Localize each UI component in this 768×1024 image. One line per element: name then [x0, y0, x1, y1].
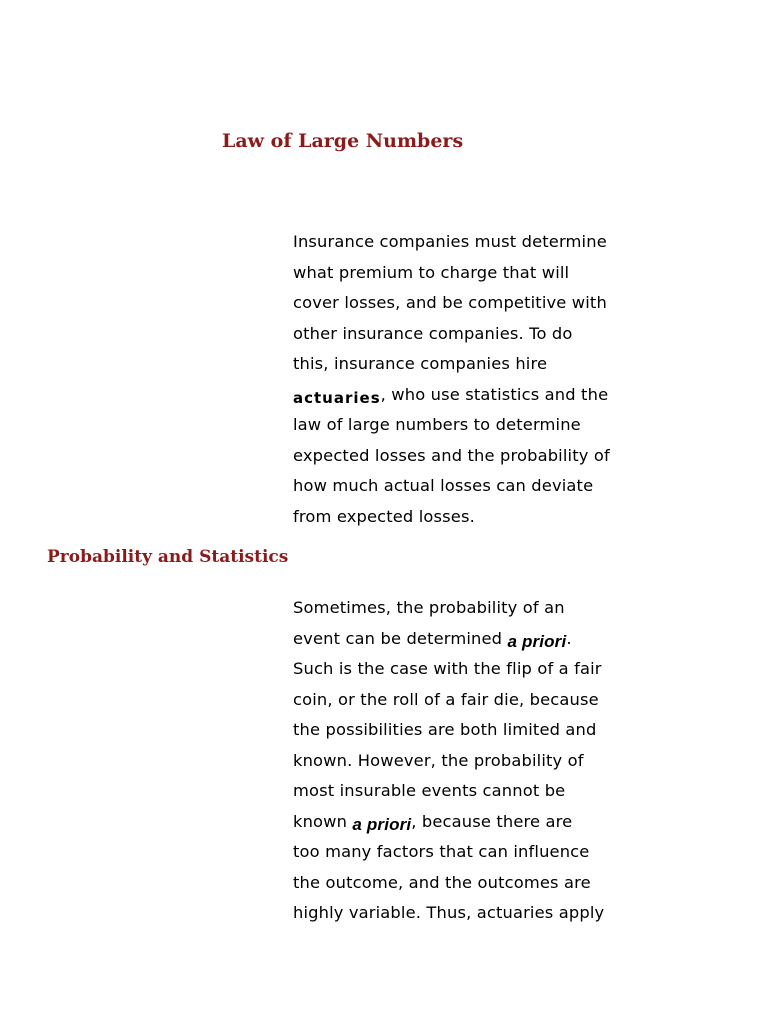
text-line: what premium to charge that will	[293, 262, 570, 282]
text-line: the possibilities are both limited and	[293, 720, 597, 739]
actuaries-term: actuaries	[293, 388, 381, 407]
text-line: other insurance companies. To do	[293, 323, 573, 343]
text-line: how much actual losses can deviate	[293, 476, 594, 495]
document-title: Law of Large Numbers	[222, 130, 464, 152]
text-line: Such is the case with the flip of a fair	[293, 659, 602, 678]
text-line	[293, 624, 635, 655]
text-line: coin, or the roll of a fair die, because	[293, 689, 599, 709]
text-fragment: .	[566, 628, 572, 648]
text-fragment: , who use statistics and the	[380, 384, 609, 404]
text-line: law of large numbers to determine	[293, 415, 581, 434]
text-line: most insurable events cannot be	[293, 781, 566, 800]
text-fragment: known	[293, 811, 353, 831]
text-line	[293, 380, 635, 411]
text-line: this, insurance companies hire	[293, 354, 548, 373]
section-heading: Probability and Statistics	[47, 547, 289, 567]
text-line: too many factors that can influence	[293, 842, 590, 861]
text-line: from expected losses.	[293, 506, 475, 526]
a-priori-term: a priori	[507, 631, 567, 651]
text-line: the outcome, and the outcomes are	[293, 872, 591, 892]
text-line: Insurance companies must determine	[293, 232, 607, 251]
paragraph-probability	[293, 593, 635, 929]
paragraph-insurance-companies	[293, 227, 635, 532]
text-line	[293, 807, 635, 838]
a-priori-term: a priori	[352, 814, 412, 834]
text-line: known. However, the probability of	[293, 750, 584, 770]
text-line: Sometimes, the probability of an	[293, 598, 565, 617]
text-fragment: event can be determined	[293, 628, 508, 648]
text-line: highly variable. Thus, actuaries apply	[293, 903, 605, 922]
text-line: expected losses and the probability of	[293, 445, 610, 465]
text-line: cover losses, and be competitive with	[293, 293, 607, 312]
text-fragment: , because there are	[411, 811, 573, 831]
